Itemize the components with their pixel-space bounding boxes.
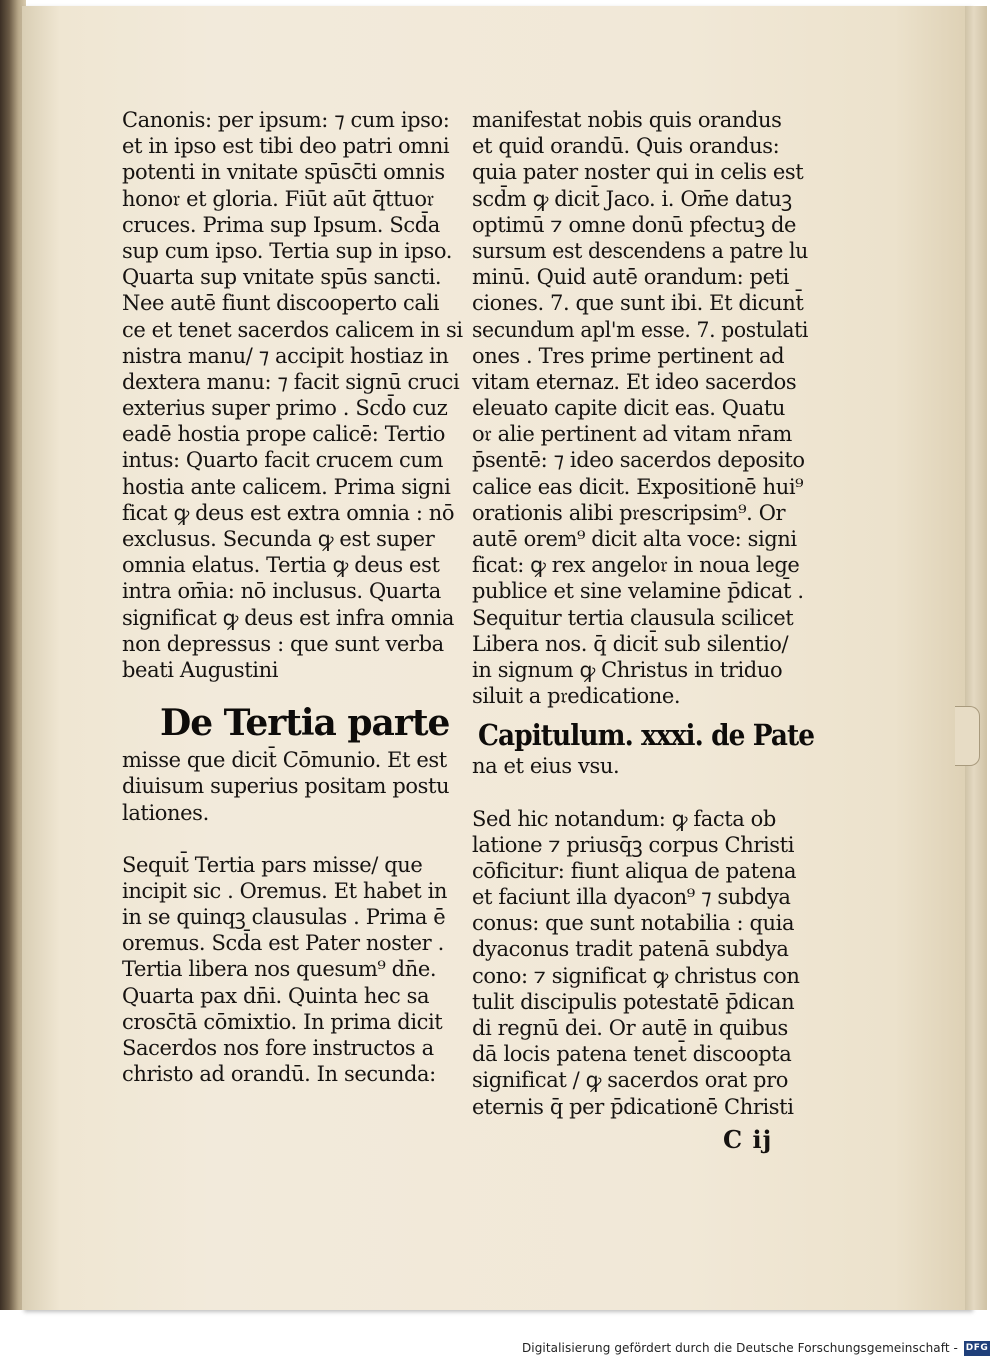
dfg-logo: DFG [964,1341,990,1356]
text-line: calice eas dicit. Expositionē hui⁹ [472,474,804,499]
text-line: omnia elatus. Tertia ꝙ deus est [122,553,440,578]
text-line: Sequit̄ Tertia pars misse/ que [122,852,423,877]
text-line: cruces. Prima sup Ipsum. Scd̄a [122,212,440,237]
text-line: secundum apl'm esse. 7. postulati [472,317,809,342]
text-line: Sequitur tertia clausula scilicet [472,605,794,630]
funding-notice: Digitalisierung gefördert durch die Deutsche Forschungsgemeinschaft - [521,1341,958,1355]
text-line: hono𝔯 et gloria. Fiūt aūt q̄ttuo𝔯 [122,186,434,211]
text-line: hostia ante calicem. Prima signi [122,474,451,499]
text-line: ciones. 7. que sunt ibi. Et dicunt̄ [472,291,804,316]
text-line: oremus. Scd̄a est Pater noster . [122,931,444,956]
text-line: Canonis: per ipsum: ⁊ cum ipso: [122,108,450,132]
text-line: et faciunt illa dyacon⁹ ⁊ subdya [472,885,791,910]
text-line: dextera manu: ⁊ facit signū cruci [122,369,460,394]
text-line: diuisum superius positam postu [122,774,450,799]
text-line: orationis alibi p𝔯escripsim⁹. Or [472,500,786,525]
text-line: tulit discipulis potestatē p̄dican [472,989,795,1014]
text-line: misse que dicit̄ Cōmunio. Et est [122,748,447,773]
text-line: ficat ꝙ deus est extra omnia : nō [122,500,455,525]
text-line: sursum est descendens a patre lu [472,238,808,263]
text-line: Quarta pax dn̄i. Quinta hec sa [122,983,430,1008]
text-line: incipit sic . Oremus. Et habet in [122,878,448,903]
text-line: crosc̄tā cōmixtio. In prima dicit [122,1009,443,1034]
text-line: significat ꝙ deus est infra omnia [122,605,455,630]
text-line: cono: ⁊ significat ꝙ christus con [472,963,800,988]
right-paragraph-1 [472,107,809,709]
right-paragraph-2 [472,806,802,1120]
paragraph-gap [472,780,802,806]
text-line: minū. Quid autē orandum: peti [472,265,789,290]
text-line: ficat: ꝙ rex angelo𝔯 in noua lege [472,553,800,578]
footer-bar [0,1338,1000,1361]
text-line: Sed hic notandum: ꝙ facta ob [472,806,776,831]
text-line: non depressus : que sunt verba [122,631,444,656]
left-heading-continuation [122,747,457,826]
text-line: na et eius vsu. [472,754,620,779]
text-line: autē orem⁹ dicit alta voce: signi [472,527,797,551]
text-line: cōficitur: fiunt aliqua de patena [472,858,797,883]
text-line: publice et sine velamine p̄dicat̄ . [472,579,804,604]
text-line: significat / ꝙ sacerdos orat pro [472,1068,788,1093]
text-line: dā locis patena tenet̄ discoopta [472,1042,792,1067]
right-heading-continuation [472,753,802,779]
text-line: sup cum ipso. Tertia sup in ipso. [122,238,453,263]
text-line: nistra manu/ ⁊ accipit hostiaz in [122,343,449,368]
text-line: exclusus. Secunda ꝙ est super [122,527,435,551]
text-line: lationes. [122,800,209,825]
text-line: scd̄m ꝙ dicit̄ Jaco. i. Om̄e datuꝫ [472,186,792,211]
text-line: eternis q̄ per p̄dicationē Christi [472,1094,794,1119]
text-line: conus: que sunt notabilia : quia [472,911,795,936]
text-line: ones . Tres prime pertinent ad [472,343,785,368]
text-line: siluit a p𝔯edicatione. [472,684,681,709]
text-line: Quarta sup vnitate spūs sancti. [122,265,442,290]
page-edge [965,6,987,1310]
text-line: et quid orandū. Quis orandus: [472,134,780,159]
text-line: optimū ⁊ omne donū pfectuꝫ de [472,212,797,237]
text-line: intra om̄ia: nō inclusus. Quarta [122,579,441,604]
text-line: latione ⁊ priusq̄ꝫ corpus Christi [472,832,795,857]
text-line: Nee autē fiunt discooperto cali [122,291,440,316]
text-line: Tertia libera nos quesum⁹ dn̄e. [122,957,437,982]
paragraph-gap [122,826,457,852]
text-line: p̄sentē: ⁊ ideo sacerdos deposito [472,448,805,473]
text-line: di regnū dei. Or autē in quibus [472,1016,788,1040]
left-paragraph-1 [122,107,463,683]
text-line: eleuato capite dicit eas. Quatu [472,396,786,421]
text-line: quia pater noster qui in celis est [472,160,804,185]
text-column-left [122,107,463,1087]
text-line: in se quinqꝫ clausulas . Prima ē [122,905,446,930]
left-paragraph-2 [122,852,457,1088]
signature-mark: C ij [723,1125,773,1154]
text-line: manifestat nobis quis orandus [472,108,782,132]
text-line: christo ad orandū. In secunda: [122,1062,436,1087]
text-line: et in ipso est tibi deo patri omni [122,134,450,159]
chapter-heading-right: Capitulum. xxxi. de Pate [478,718,815,753]
text-line: vitam eternaz. Et ideo sacerdos [472,369,797,394]
text-line: intus: Quarto facit crucem cum [122,448,443,473]
text-line: Sacerdos nos fore instructos a [122,1036,434,1060]
section-heading-left: De Tertia parte [160,702,450,745]
text-line: in signum ꝙ Christus in triduo [472,657,783,682]
text-line: o𝔯 alie pertinent ad vitam nr̄am [472,422,792,447]
text-line: eadē hostia prope calicē: Tertio [122,422,445,447]
text-line: beati Augustini [122,657,279,682]
text-column-right [472,107,815,1120]
text-line: ce et tenet sacerdos calicem in si [122,317,463,342]
text-line: exterius super primo . Scd̄o cuz [122,396,448,421]
text-line: dyaconus tradit patenā subdya [472,937,789,962]
text-line: Libera nos. q̄ dicit̄ sub silentio/ [472,631,789,656]
text-line: potenti in vnitate spūsc̄ti omnis [122,160,445,185]
page-tab-marker [955,706,980,766]
